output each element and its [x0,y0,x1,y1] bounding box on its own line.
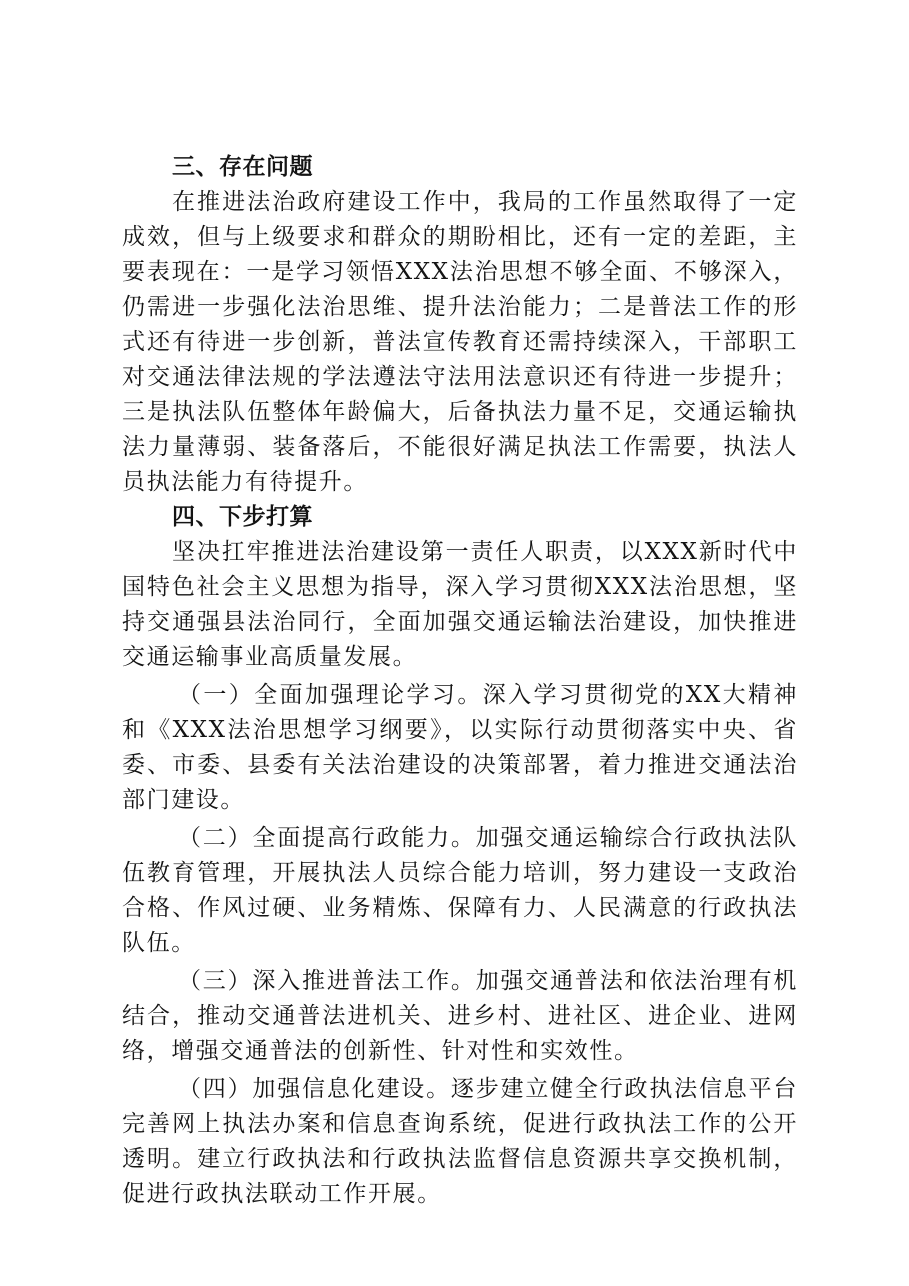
next-steps-intro-paragraph: 坚决扛牢推进法治建设第一责任人职责，以XXX新时代中国特色社会主义思想为指导，深入学习贯彻XXX法治思想，坚持交通强县法治同行，全面加强交通运输法治建设，加快推进交通运输事业高质量发展。 [122,539,798,670]
problems-paragraph: 在推进法治政府建设工作中，我局的工作虽然取得了一定成效，但与上级要求和群众的期盼相比，还有一定的差距，主要表现在：一是学习领悟XXX法治思想不够全面、不够深入，仍需进一步强化法治思维、提升法治能力；二是普法工作的形式还有待进一步创新，普法宣传教育还需持续深入，干部职工对交通法律法规的学法遵法守法用法意识还有待进一步提升；三是执法队伍整体年龄偏大，后备执法力量不足，交通运输执法力量薄弱、装备落后，不能很好满足执法工作需要，执法人员执法能力有待提升。 [122,189,798,495]
section-heading-problems: 三、存在问题 [172,154,313,180]
document-body [122,150,798,1212]
next-steps-item-3: （三）深入推进普法工作。加强交通普法和依法治理有机结合，推动交通普法进机关、进乡村、进社区、进企业、进网络，增强交通普法的创新性、针对性和实效性。 [122,968,798,1064]
next-steps-item-2: （二）全面提高行政能力。加强交通运输综合行政执法队伍教育管理，开展执法人员综合能力培训，努力建设一支政治合格、作风过硬、业务精炼、保障有力、人民满意的行政执法队伍。 [122,825,798,956]
section-heading-next-steps: 四、下步打算 [172,504,313,530]
next-steps-item-1: （一）全面加强理论学习。深入学习贯彻党的XX大精神和《XXX法治思想学习纲要》，以实际行动贯彻落实中央、省委、市委、县委有关法治建设的决策部署，着力推进交通法治部门建设。 [122,682,798,813]
next-steps-item-4: （四）加强信息化建设。逐步建立健全行政执法信息平台完善网上执法办案和信息查询系统，促进行政执法工作的公开透明。建立行政执法和行政执法监督信息资源共享交换机制，促进行政执法联动工作开展。 [122,1076,798,1207]
